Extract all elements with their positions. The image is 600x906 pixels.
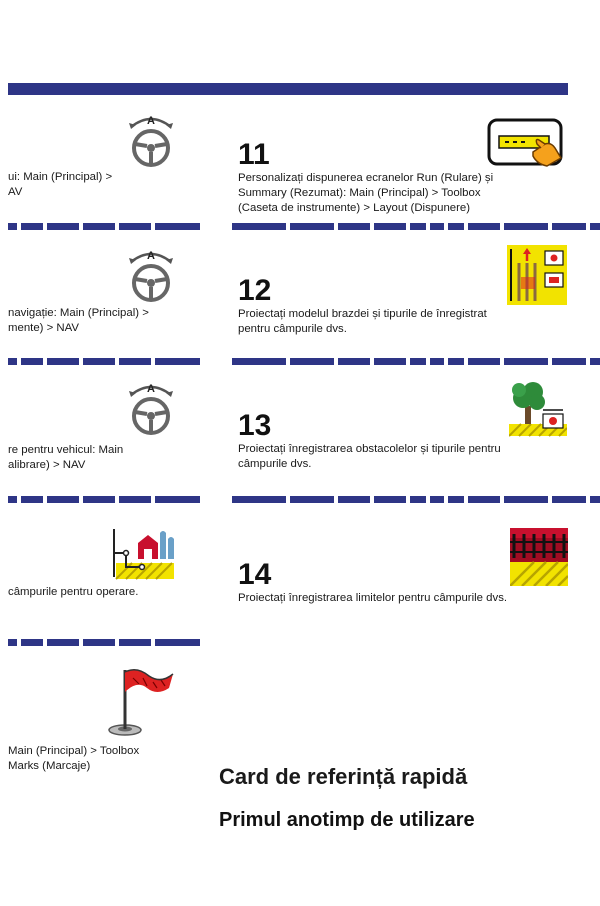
step-11-line3: (Caseta de instrumente) > Layout (Dispunere) (238, 202, 471, 214)
separator-right-1 (232, 223, 600, 230)
left-item-2-line2: mente) > NAV (8, 322, 80, 334)
step-number: 14 (238, 558, 272, 591)
svg-text:A: A (147, 115, 155, 127)
step-number: 12 (238, 274, 272, 307)
left-item-4-line1: câmpurile pentru operare. (8, 586, 139, 598)
left-item-2 (8, 306, 178, 336)
step-number: 11 (238, 138, 270, 171)
separator-left-4 (8, 639, 200, 646)
steering-wheel-icon (125, 113, 177, 169)
separator-right-2 (232, 358, 600, 365)
left-item-1-line1: ui: Main (Principal) > (8, 171, 113, 183)
step-12-line1: Proiectați modelul brazdei și tipurile de înregistrat (238, 308, 487, 320)
step-11 (238, 140, 558, 216)
step-11-line1: Personalizați dispunerea ecranelor Run (Rulare) și (238, 172, 494, 184)
left-item-1 (8, 170, 168, 200)
card-subtitle: Primul anotimp de utilizare (219, 809, 475, 831)
left-item-3-line2: alibrare) > NAV (8, 459, 86, 471)
steering-wheel-icon (125, 248, 177, 304)
svg-text:A: A (147, 250, 155, 262)
left-item-5 (8, 744, 178, 774)
step-13-line1: Proiectați înregistrarea obstacolelor și tipurile pentru (238, 443, 501, 455)
left-item-1-line2: AV (8, 186, 23, 198)
farm-field-icon (112, 527, 176, 581)
separator-left-1 (8, 223, 200, 230)
left-item-5-line1: Main (Principal) > Toolbox (8, 745, 140, 757)
step-14-line1: Proiectați înregistrarea limitelor pentru câmpurile dvs. (238, 592, 508, 604)
step-13-line2: câmpurile dvs. (238, 458, 312, 470)
left-item-2-line1: navigație: Main (Principal) > (8, 307, 149, 319)
step-12 (238, 276, 558, 337)
top-band (8, 83, 568, 95)
card-title: Card de referință rapidă (219, 764, 468, 789)
left-item-3-line1: re pentru vehicul: Main (8, 444, 124, 456)
svg-text:A: A (147, 383, 155, 395)
flag-marker-icon (103, 666, 179, 738)
left-item-4 (8, 585, 178, 600)
step-14 (238, 560, 568, 606)
step-number: 13 (238, 409, 272, 442)
step-11-line2: Summary (Rezumat): Main (Principal) > Toolbox (238, 187, 481, 199)
separator-left-2 (8, 358, 200, 365)
steering-wheel-icon (125, 381, 177, 437)
separator-right-3 (232, 496, 600, 503)
separator-left-3 (8, 496, 200, 503)
left-item-5-line2: Marks (Marcaje) (8, 760, 91, 772)
left-item-3 (8, 443, 178, 473)
step-12-line2: pentru câmpurile dvs. (238, 323, 347, 335)
step-13 (238, 411, 558, 472)
